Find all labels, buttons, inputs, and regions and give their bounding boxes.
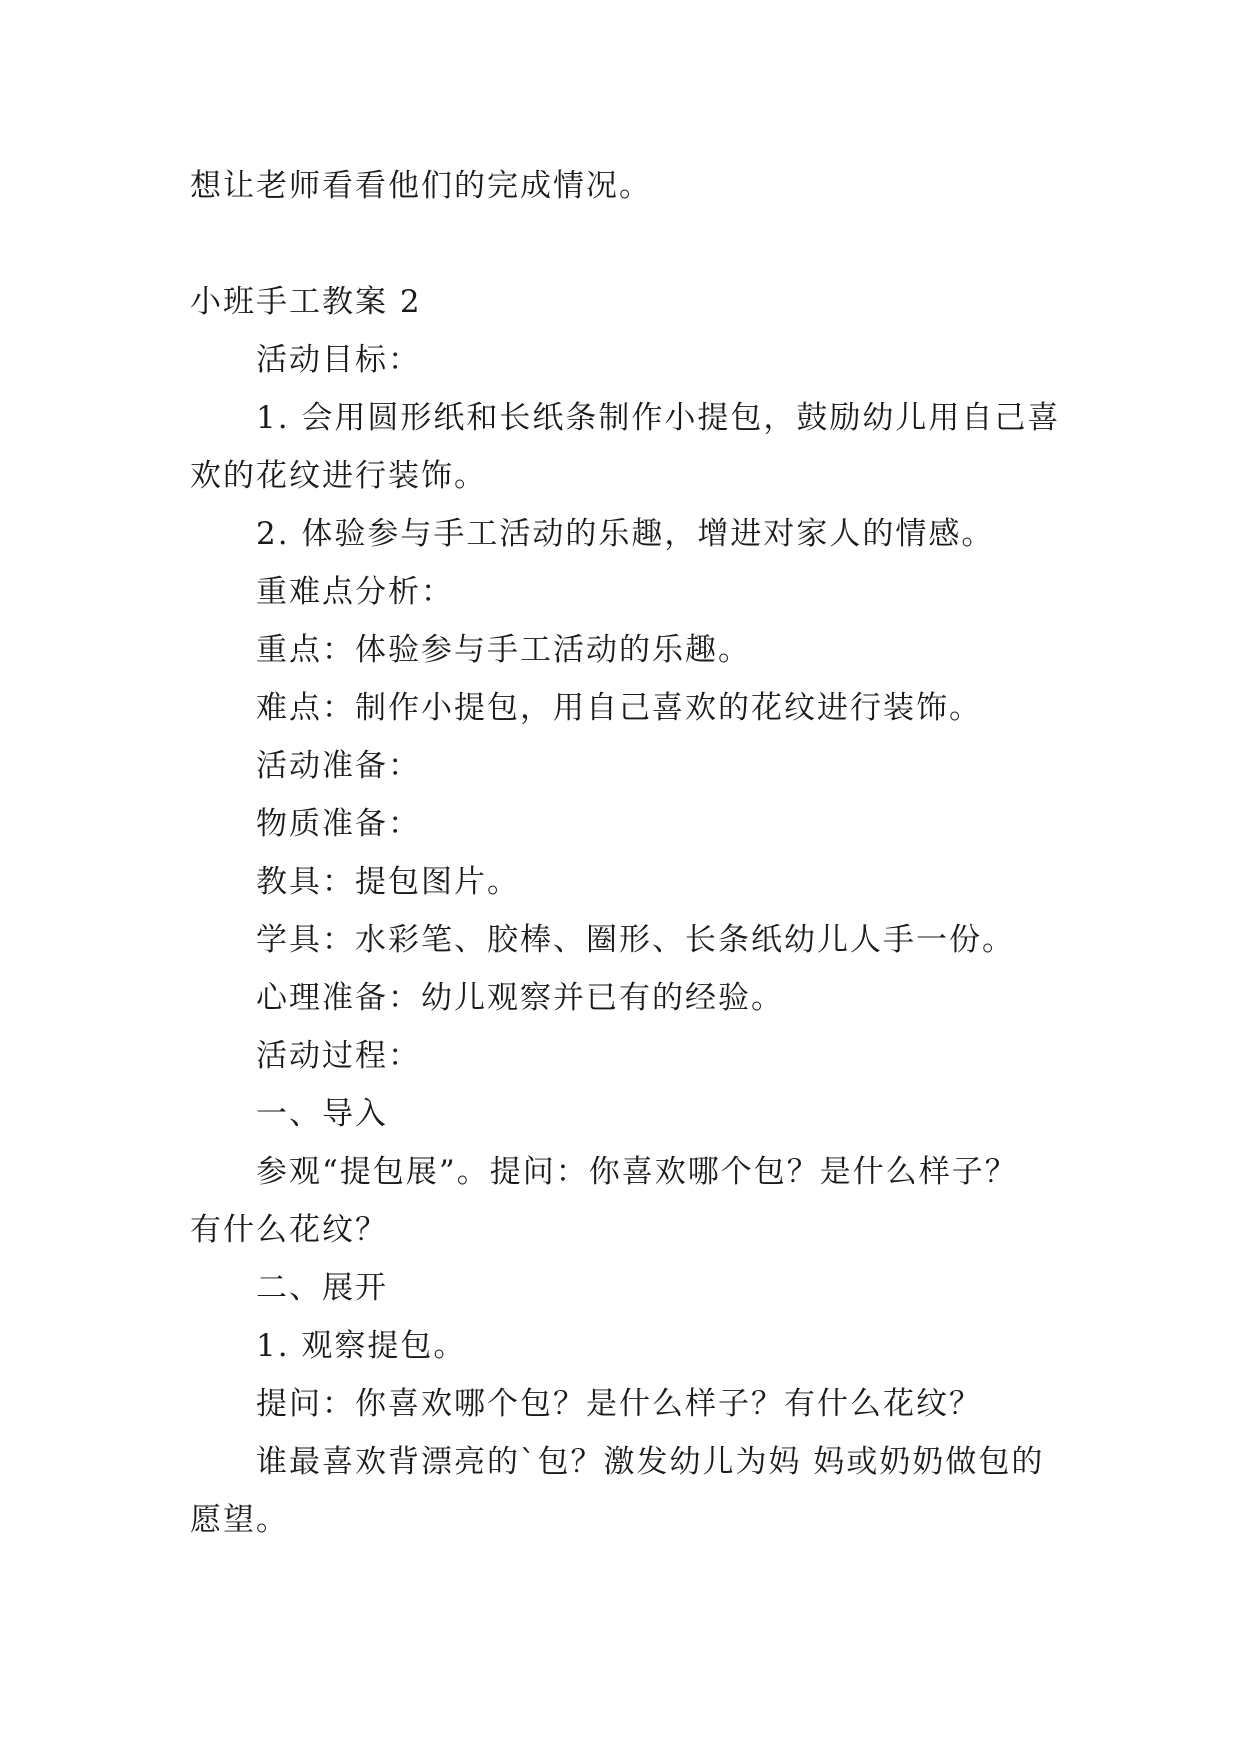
paragraph-line: 想让老师看看他们的完成情况。 bbox=[190, 168, 652, 204]
paragraph-line: 重点：体验参与手工活动的乐趣。 bbox=[256, 632, 751, 668]
heading-intro: 一、导入 bbox=[256, 1096, 388, 1132]
paragraph-line: 提问：你喜欢哪个包？是什么样子？有什么花纹？ bbox=[256, 1386, 982, 1422]
paragraph-line: 欢的花纹进行装饰。 bbox=[190, 458, 487, 494]
paragraph-line: 学具：水彩笔、胶棒、圈形、长条纸幼儿人手一份。 bbox=[256, 922, 1015, 958]
paragraph-line: 1. 观察提包。 bbox=[256, 1328, 467, 1364]
heading-preparation: 活动准备： bbox=[256, 748, 421, 784]
heading-expand: 二、展开 bbox=[256, 1270, 388, 1306]
paragraph-line: 1. 会用圆形纸和长纸条制作小提包，鼓励幼儿用自己喜 bbox=[256, 400, 1061, 436]
section-title: 小班手工教案 2 bbox=[190, 284, 422, 320]
heading-objectives: 活动目标： bbox=[256, 342, 421, 378]
heading-material-prep: 物质准备： bbox=[256, 806, 421, 842]
paragraph-line: 2. 体验参与手工活动的乐趣，增进对家人的情感。 bbox=[256, 516, 995, 552]
paragraph-line: 有什么花纹？ bbox=[190, 1212, 388, 1248]
paragraph-line: 谁最喜欢背漂亮的`包？激发幼儿为妈 妈或奶奶做包的 bbox=[256, 1444, 1045, 1480]
paragraph-line: 愿望。 bbox=[190, 1502, 289, 1538]
paragraph-line: 难点：制作小提包，用自己喜欢的花纹进行装饰。 bbox=[256, 690, 982, 726]
paragraph-line: 心理准备：幼儿观察并已有的经验。 bbox=[256, 980, 784, 1016]
heading-key-points: 重难点分析： bbox=[256, 574, 454, 610]
paragraph-line: 教具：提包图片。 bbox=[256, 864, 520, 900]
paragraph-line: 参观“提包展”。提问：你喜欢哪个包？是什么样子？ bbox=[256, 1154, 1018, 1190]
heading-process: 活动过程： bbox=[256, 1038, 421, 1074]
